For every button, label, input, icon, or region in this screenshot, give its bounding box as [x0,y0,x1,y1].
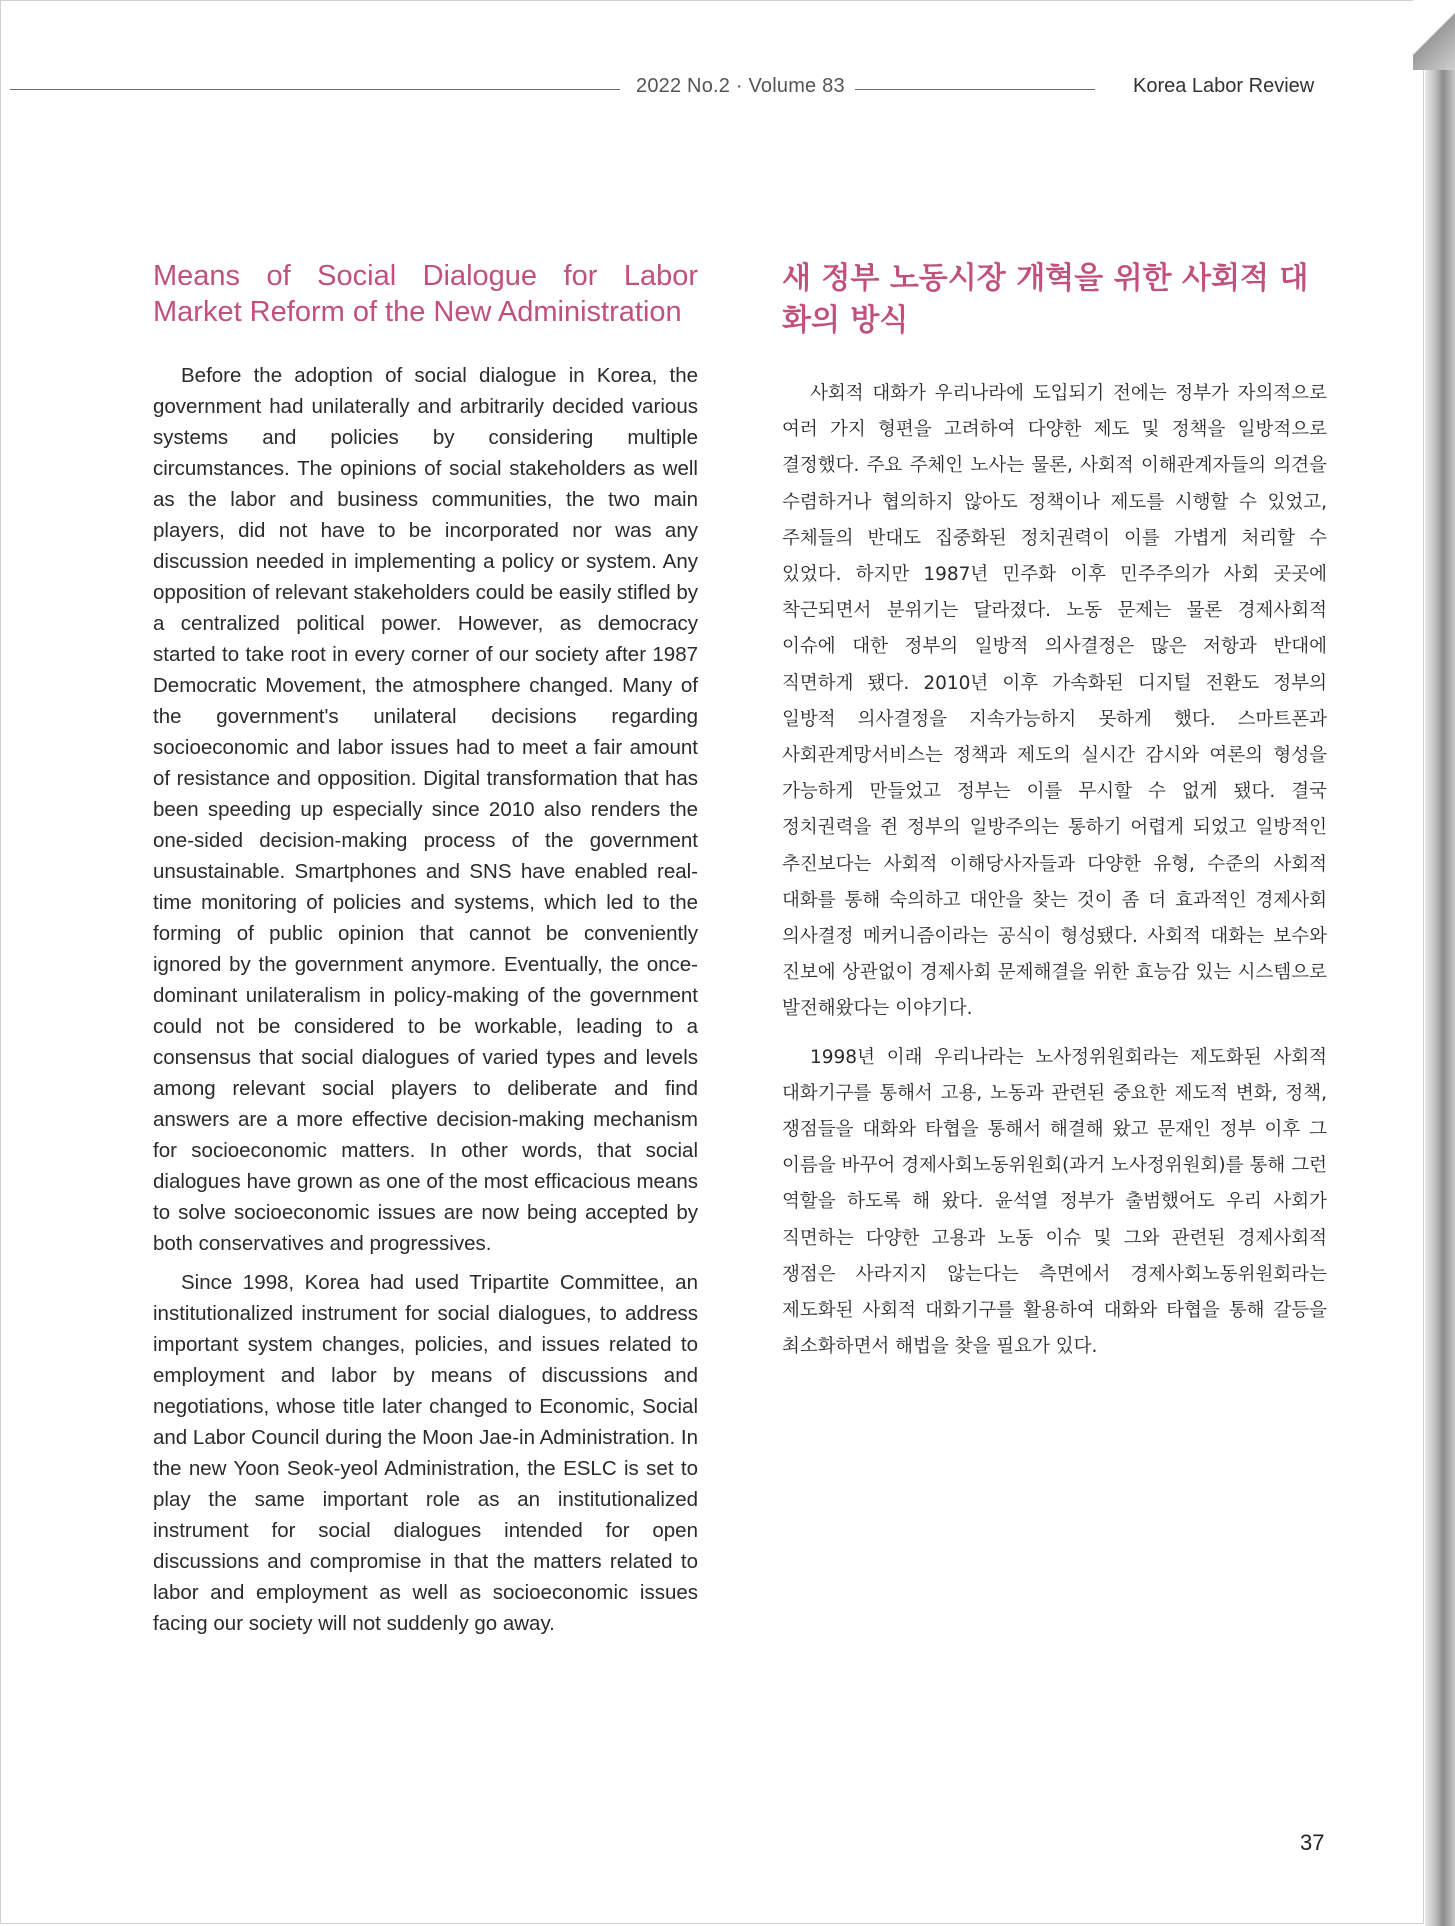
korean-paragraph: 1998년 이래 우리나라는 노사정위원회라는 제도화된 사회적 대화기구를 통해서 고용, 노동과 관련된 중요한 제도적 변화, 정책, 쟁점들을 대화와 타협을 통해서 해결해 왔고 문재인 정부 이후 그 이름을 바꾸어 경제사회노동위원회(과거 노사정위원회)를 통해 그런 역할을 하도록 해 왔다. 윤석열 정부가 출범했어도 우리 사회가 직면하는 다양한 고용과 노동 이슈 및 그와 관련된 경제사회적 쟁점은 사라지지 않는다는 측면에서 경제사회노동위원회라는 제도화된 사회적 대화기구를 활용하여 대화와 타협을 통해 갈등을 최소화하면서 해법을 찾을 필요가 있다. [782,1046,1327,1358]
journal-title: Korea Labor Review [1133,75,1315,97]
running-header [0,72,1330,112]
header-rule-left [10,89,620,90]
korean-column [782,258,1327,1377]
page-corner-fold [1413,0,1455,70]
english-title: Means of Social Dialogue for Labor Market Reform of the New Administration [153,260,698,328]
korean-title: 새 정부 노동시장 개혁을 위한 사회적 대화의 방식 [782,261,1309,338]
english-body [153,360,698,1639]
issue-label: 2022 No.2 · Volume 83 [636,75,845,97]
english-column [153,258,698,1647]
english-paragraph: Since 1998, Korea had used Tripartite Committee, an institutionalized instrument for social dialogues, to address important system changes, policies, and issues related to employment and labor by means of discussions and negotiations, whose title later changed to Economic, Social and Labor Council during the Moon Jae-in Administration. In the new Yoon Seok-yeol Administration, the ESLC is set to play the same important role as an institutionalized instrument for social dialogues intended for open discussions and compromise in that the matters related to labor and employment as well as socioeconomic issues facing our society will not suddenly go away. [153,1271,698,1635]
korean-paragraph: 사회적 대화가 우리나라에 도입되기 전에는 정부가 자의적으로 여러 가지 형편을 고려하여 다양한 제도 및 정책을 일방적으로 결정했다. 주요 주체인 노사는 물론, 사회적 이해관계자들의 의견을 수렴하거나 협의하지 않아도 정책이나 제도를 시행할 수 있었고, 주체들의 반대도 집중화된 정치권력이 이를 가볍게 처리할 수 있었다. 하지만 1987년 민주화 이후 민주주의가 사회 곳곳에 착근되면서 분위기는 달라졌다. 노동 문제는 물론 경제사회적 이슈에 대한 정부의 일방적 의사결정은 많은 저항과 반대에 직면하게 됐다. 2010년 이후 가속화된 디지털 전환도 정부의 일방적 의사결정을 지속가능하지 못하게 했다. 스마트폰과 사회관계망서비스는 정책과 제도의 실시간 감시와 여론의 형성을 가능하게 만들었고 정부는 이를 무시할 수 없게 됐다. 결국 정치권력을 쥔 정부의 일방주의는 통하기 어렵게 되었고 일방적인 추진보다는 사회적 이해당사자들과 다양한 유형, 수준의 사회적 대화를 통해 숙의하고 대안을 찾는 것이 좀 더 효과적인 경제사회 의사결정 메커니즘이라는 공식이 형성됐다. 사회적 대화는 보수와 진보에 상관없이 경제사회 문제해결을 위한 효능감 있는 시스템으로 발전해왔다는 이야기다. [782,383,1327,1020]
english-paragraph: Before the adoption of social dialogue in Korea, the government had unilaterally and arbitrarily decided various systems and policies by considering multiple circumstances. The opinions of social stakeholders as well as the labor and business communities, the two main players, did not have to be incorporated nor was any discussion needed in implementing a policy or system. Any opposition of relevant stakeholders could be easily stifled by a centralized political power. However, as democracy started to take root in every corner of our society after 1987 Democratic Movement, the atmosphere changed. Many of the government's unilateral decisions regarding socioeconomic and labor issues had to meet a fair amount of resistance and opposition. Digital transformation that has been speeding up especially since 2010 also renders the one-sided decision-making process of the government unsustainable. Smartphones and SNS have enabled real-time monitoring of policies and systems, which led to the forming of public opinion that cannot be conveniently ignored by the government anymore. Eventually, the once-dominant unilateralism in policy-making of the government could not be considered to be workable, leading to a consensus that social dialogues of varied types and levels among relevant social players to deliberate and find answers are a more effective decision-making mechanism for socioeconomic matters. In other words, that social dialogues have grown as one of the most efficacious means to solve socioeconomic issues are now being accepted by both conservatives and progressives. [153,364,698,1255]
page-number: 37 [1300,1830,1325,1855]
korean-body [782,376,1327,1365]
page-edge-shadow [1425,0,1455,1926]
header-rule-right [855,89,1095,90]
